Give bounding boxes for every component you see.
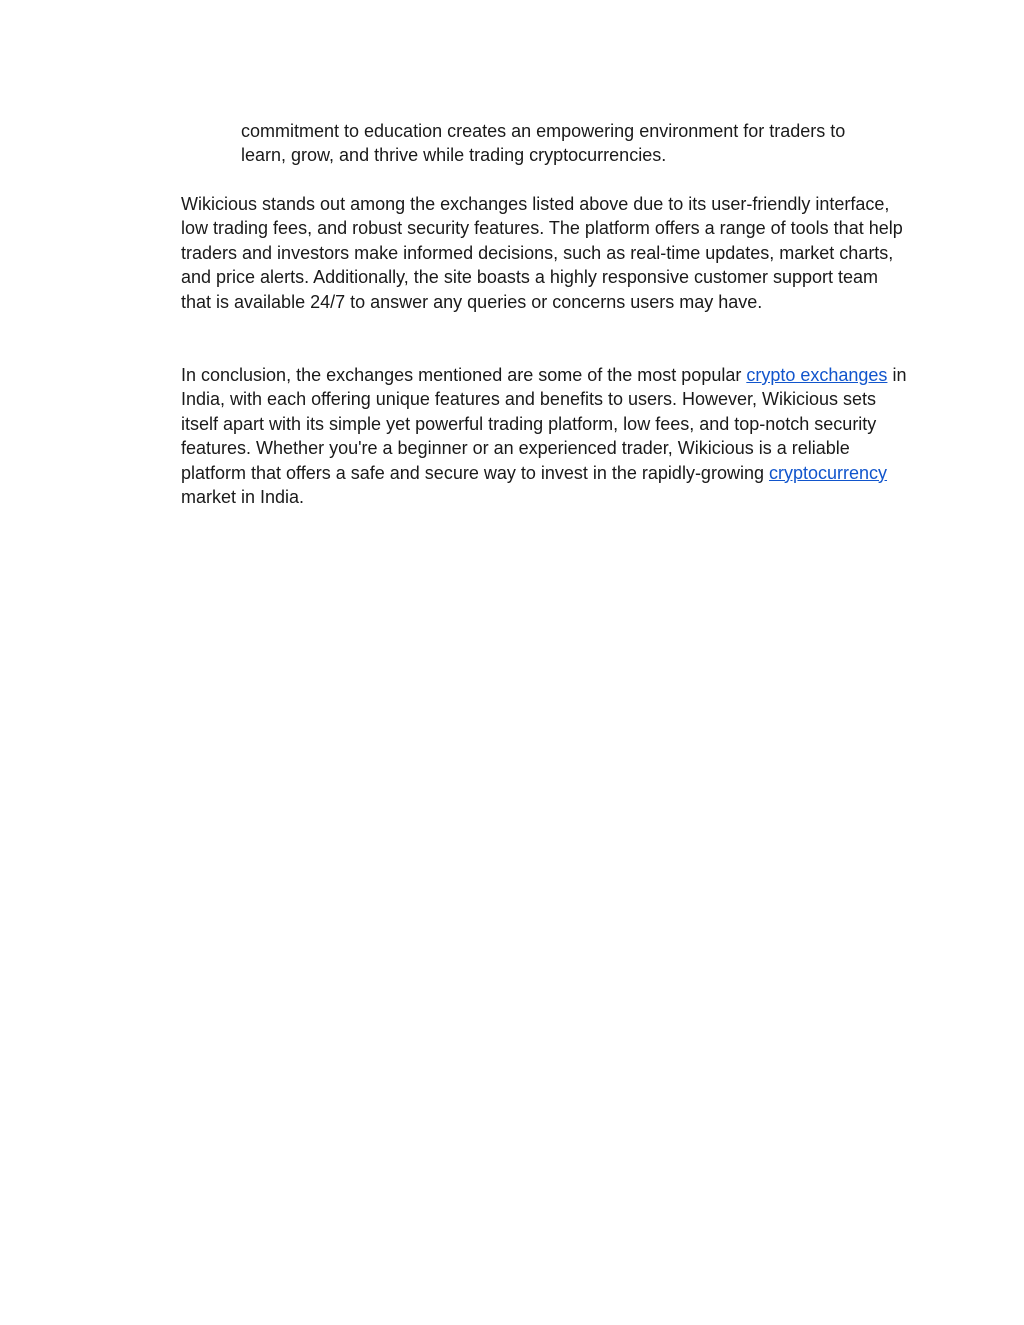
crypto-exchanges-link[interactable]: crypto exchanges bbox=[746, 365, 888, 385]
continuation-line-1: commitment to education creates an empowering environment for traders to bbox=[241, 121, 846, 141]
conclusion-text-middle: in India, with each offering unique features and benefits to users. However, Wikicious sets itself apart with its simple yet powerful trading platform, low fees, and top-notch security features. Whether you're a beginner or an experienced trader, Wikicious is a reliable platform that offers a safe and secure way to invest in the rapidly-growing bbox=[181, 365, 907, 483]
conclusion-text-start: In conclusion, the exchanges mentioned are some of the most popular bbox=[181, 365, 747, 385]
continuation-line-2: learn, grow, and thrive while trading cryptocurrencies. bbox=[241, 145, 667, 166]
conclusion-text-end: market in India. bbox=[181, 487, 305, 508]
list-item-continuation bbox=[241, 119, 881, 168]
cryptocurrency-link[interactable]: cryptocurrency bbox=[768, 462, 888, 483]
paragraph-conclusion bbox=[181, 363, 911, 509]
paragraph-wikicious-features: Wikicious stands out among the exchanges listed above due to its user-friendly interface, low trading fees, and robust security features. The platform offers a range of tools that help traders and investors make informed decisions, such as real-time updates, market charts, and price alerts. Additionally, the site boasts a highly responsive customer support team that is available 24/7 to answer any queries or concerns users may have. bbox=[181, 194, 903, 312]
